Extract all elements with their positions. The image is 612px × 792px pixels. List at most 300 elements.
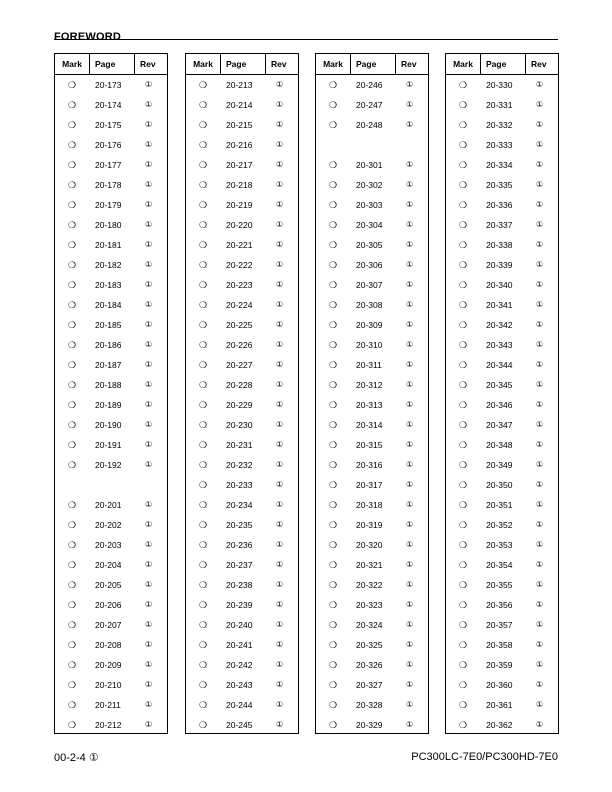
revision-mark-icon: ① — [406, 540, 414, 549]
table-row — [55, 215, 167, 235]
mark-circle-icon: ❍ — [198, 180, 208, 190]
revision-mark-icon: ① — [145, 520, 153, 529]
mark-circle-icon: ❍ — [458, 600, 468, 610]
revision-mark-icon: ① — [536, 700, 544, 709]
revision-mark-icon: ① — [406, 220, 414, 229]
page-number-cell: 20-335 — [486, 180, 513, 190]
table-row — [316, 535, 428, 555]
mark-circle-icon: ❍ — [67, 540, 77, 550]
page-number-cell: 20-311 — [356, 360, 382, 370]
page-number-cell: 20-333 — [486, 140, 513, 150]
mark-circle-icon: ❍ — [67, 600, 77, 610]
page-number-cell: 20-327 — [356, 680, 383, 690]
mark-circle-icon: ❍ — [458, 440, 468, 450]
revision-mark-icon: ① — [406, 400, 414, 409]
revision-mark-icon: ① — [145, 360, 153, 369]
table-row — [55, 595, 167, 615]
revision-mark-icon: ① — [145, 600, 153, 609]
revision-mark-icon: ① — [276, 720, 284, 729]
mark-circle-icon: ❍ — [458, 220, 468, 230]
table-row — [446, 455, 558, 475]
page-number-cell: 20-203 — [95, 540, 122, 550]
mark-circle-icon: ❍ — [67, 360, 77, 370]
table-row — [316, 675, 428, 695]
page-number-cell: 20-341 — [486, 300, 513, 310]
column-header-page: Page — [481, 54, 526, 74]
page-number-cell: 20-356 — [486, 600, 513, 610]
revision-mark-icon: ① — [145, 680, 153, 689]
page-number-cell: 20-181 — [95, 240, 122, 250]
revision-mark-icon: ① — [145, 160, 153, 169]
column-header-rev: Rev — [140, 59, 156, 69]
page-number-cell: 20-191 — [95, 440, 122, 450]
table-row — [186, 295, 298, 315]
column-header-rev: Rev — [531, 59, 547, 69]
table-header-row — [55, 54, 167, 75]
page-number-cell: 20-325 — [356, 640, 383, 650]
table-row — [316, 115, 428, 135]
revision-mark-icon: ① — [536, 280, 544, 289]
revision-mark-icon: ① — [406, 520, 414, 529]
table-row — [55, 75, 167, 95]
revision-mark-icon: ① — [276, 80, 284, 89]
mark-circle-icon: ❍ — [67, 260, 77, 270]
revision-mark-icon: ① — [536, 300, 544, 309]
table-row — [446, 695, 558, 715]
page-number-cell: 20-316 — [356, 460, 383, 470]
mark-circle-icon: ❍ — [458, 360, 468, 370]
page-number-cell: 20-358 — [486, 640, 513, 650]
mark-circle-icon: ❍ — [67, 200, 77, 210]
table-row — [316, 515, 428, 535]
table-row — [186, 515, 298, 535]
page-number-cell: 20-248 — [356, 120, 383, 130]
revision-mark-icon: ① — [406, 320, 414, 329]
mark-circle-icon: ❍ — [198, 280, 208, 290]
table-row — [186, 555, 298, 575]
revision-mark-icon: ① — [145, 80, 153, 89]
mark-circle-icon: ❍ — [198, 660, 208, 670]
revision-mark-icon: ① — [406, 240, 414, 249]
revision-mark-icon: ① — [276, 120, 284, 129]
revision-mark-icon: ① — [145, 380, 153, 389]
mark-circle-icon: ❍ — [198, 480, 208, 490]
page-number-cell: 20-221 — [226, 240, 253, 250]
mark-circle-icon: ❍ — [458, 300, 468, 310]
table-row — [446, 335, 558, 355]
column-header-mark: Mark — [186, 54, 221, 74]
mark-circle-icon: ❍ — [198, 300, 208, 310]
mark-circle-icon: ❍ — [328, 720, 338, 730]
page-number-cell: 20-227 — [226, 360, 253, 370]
table-row — [446, 135, 558, 155]
mark-circle-icon: ❍ — [198, 240, 208, 250]
page-number-cell: 20-240 — [226, 620, 253, 630]
page-number-cell: 20-206 — [95, 600, 122, 610]
page-number-cell: 20-351 — [486, 500, 513, 510]
revision-mark-icon: ① — [145, 640, 153, 649]
table-row — [446, 675, 558, 695]
mark-circle-icon: ❍ — [67, 700, 77, 710]
page-number-cell: 20-247 — [356, 100, 383, 110]
page-number-cell: 20-208 — [95, 640, 122, 650]
table-row — [186, 175, 298, 195]
page-number-cell: 20-187 — [95, 360, 122, 370]
mark-circle-icon: ❍ — [67, 80, 77, 90]
page-number-cell: 20-336 — [486, 200, 513, 210]
revision-mark-icon: ① — [536, 80, 544, 89]
revision-mark-icon: ① — [145, 260, 153, 269]
mark-circle-icon: ❍ — [458, 80, 468, 90]
mark-circle-icon: ❍ — [328, 360, 338, 370]
page-number-cell: 20-317 — [356, 480, 383, 490]
revision-mark-icon: ① — [406, 640, 414, 649]
revision-mark-icon: ① — [145, 720, 153, 729]
mark-circle-icon: ❍ — [328, 180, 338, 190]
mark-circle-icon: ❍ — [198, 200, 208, 210]
table-row — [316, 635, 428, 655]
page-number-cell: 20-244 — [226, 700, 253, 710]
table-row — [186, 415, 298, 435]
table-row — [55, 695, 167, 715]
table-row — [186, 655, 298, 675]
table-row — [316, 295, 428, 315]
mark-circle-icon: ❍ — [458, 120, 468, 130]
page-number-cell: 20-357 — [486, 620, 513, 630]
mark-circle-icon: ❍ — [458, 400, 468, 410]
revision-mark-icon: ① — [276, 260, 284, 269]
mark-circle-icon: ❍ — [328, 220, 338, 230]
page-number-cell: 20-360 — [486, 680, 513, 690]
revision-mark-icon: ① — [406, 600, 414, 609]
revision-mark-icon: ① — [406, 620, 414, 629]
mark-circle-icon: ❍ — [198, 600, 208, 610]
section-title: FOREWORD — [54, 31, 121, 43]
column-header-rev: Rev — [271, 59, 287, 69]
table-row — [316, 215, 428, 235]
mark-circle-icon: ❍ — [198, 120, 208, 130]
table-row — [186, 615, 298, 635]
table-row — [446, 215, 558, 235]
revision-mark-icon: ① — [276, 280, 284, 289]
page-number-cell: 20-205 — [95, 580, 122, 590]
page-number-cell: 20-355 — [486, 580, 513, 590]
revision-mark-icon: ① — [276, 680, 284, 689]
mark-circle-icon: ❍ — [67, 400, 77, 410]
mark-circle-icon: ❍ — [328, 540, 338, 550]
mark-circle-icon: ❍ — [328, 680, 338, 690]
page-number-cell: 20-349 — [486, 460, 513, 470]
page-number-cell: 20-310 — [356, 340, 383, 350]
revision-mark-icon: ① — [406, 720, 414, 729]
page-number-cell: 20-354 — [486, 560, 513, 570]
mark-circle-icon: ❍ — [198, 620, 208, 630]
page-number-cell: 20-352 — [486, 520, 513, 530]
table-row — [186, 335, 298, 355]
mark-circle-icon: ❍ — [328, 120, 338, 130]
revision-mark-icon: ① — [536, 520, 544, 529]
page-number-cell: 20-348 — [486, 440, 513, 450]
table-row — [186, 75, 298, 95]
page-number-cell: 20-324 — [356, 620, 383, 630]
revision-mark-icon: ① — [145, 400, 153, 409]
revision-mark-icon: ① — [536, 480, 544, 489]
page-number-cell: 20-322 — [356, 580, 383, 590]
page-number-cell: 20-183 — [95, 280, 122, 290]
table-row — [186, 315, 298, 335]
table-row — [55, 535, 167, 555]
page-number-cell: 20-231 — [226, 440, 253, 450]
page-number-cell: 20-314 — [356, 420, 383, 430]
page-number-cell: 20-185 — [95, 320, 122, 330]
revision-mark-icon: ① — [536, 140, 544, 149]
page-number-cell: 20-241 — [226, 640, 253, 650]
page-number-cell: 20-211 — [95, 700, 121, 710]
mark-circle-icon: ❍ — [458, 560, 468, 570]
table-row — [446, 95, 558, 115]
page-number-cell: 20-233 — [226, 480, 253, 490]
page-number-cell: 20-332 — [486, 120, 513, 130]
page-number-cell: 20-340 — [486, 280, 513, 290]
revision-mark-icon: ① — [276, 160, 284, 169]
table-row — [446, 155, 558, 175]
page-number-cell: 20-243 — [226, 680, 253, 690]
table-row — [316, 375, 428, 395]
revision-mark-icon: ① — [406, 460, 414, 469]
revision-mark-icon: ① — [406, 700, 414, 709]
table-row — [316, 255, 428, 275]
page-number-cell: 20-201 — [95, 500, 122, 510]
mark-circle-icon: ❍ — [67, 560, 77, 570]
mark-circle-icon: ❍ — [458, 540, 468, 550]
mark-circle-icon: ❍ — [458, 720, 468, 730]
page-number-cell: 20-174 — [95, 100, 122, 110]
table-row — [186, 215, 298, 235]
table-row — [446, 315, 558, 335]
page-number-cell: 20-232 — [226, 460, 253, 470]
mark-circle-icon: ❍ — [458, 180, 468, 190]
page-number-cell: 20-224 — [226, 300, 253, 310]
page-number-cell: 20-339 — [486, 260, 513, 270]
page-number-cell: 20-347 — [486, 420, 513, 430]
page-number-cell: 20-301 — [356, 160, 383, 170]
page-number-cell: 20-235 — [226, 520, 253, 530]
mark-circle-icon: ❍ — [458, 520, 468, 530]
table-row — [55, 95, 167, 115]
mark-circle-icon: ❍ — [198, 220, 208, 230]
mark-circle-icon: ❍ — [328, 260, 338, 270]
page-number-cell: 20-210 — [95, 680, 122, 690]
column-header-mark: Mark — [446, 54, 481, 74]
mark-circle-icon: ❍ — [198, 640, 208, 650]
mark-circle-icon: ❍ — [198, 260, 208, 270]
page-number-cell: 20-213 — [226, 80, 253, 90]
revision-mark-icon: ① — [145, 560, 153, 569]
revision-mark-icon: ① — [145, 200, 153, 209]
mark-circle-icon: ❍ — [67, 660, 77, 670]
revision-mark-icon: ① — [406, 200, 414, 209]
page-number-cell: 20-238 — [226, 580, 253, 590]
page-number-cell: 20-304 — [356, 220, 383, 230]
revision-mark-icon: ① — [145, 460, 153, 469]
revision-mark-icon: ① — [536, 120, 544, 129]
table-row — [446, 355, 558, 375]
revision-mark-icon: ① — [406, 160, 414, 169]
page-number-cell: 20-217 — [226, 160, 253, 170]
table-row — [55, 715, 167, 735]
mark-circle-icon: ❍ — [198, 520, 208, 530]
table-row — [55, 375, 167, 395]
page-number-cell: 20-344 — [486, 360, 513, 370]
table-row — [446, 75, 558, 95]
mark-circle-icon: ❍ — [458, 100, 468, 110]
revision-mark-icon: ① — [536, 600, 544, 609]
table-row — [446, 595, 558, 615]
mark-circle-icon: ❍ — [458, 320, 468, 330]
revision-mark-icon: ① — [276, 520, 284, 529]
revision-mark-icon: ① — [536, 620, 544, 629]
mark-circle-icon: ❍ — [328, 440, 338, 450]
table-row — [316, 95, 428, 115]
revision-mark-icon: ① — [536, 440, 544, 449]
page-number-cell: 20-177 — [95, 160, 122, 170]
revision-mark-icon: ① — [276, 640, 284, 649]
table-row — [186, 675, 298, 695]
page-number-cell: 20-331 — [486, 100, 513, 110]
table-row — [446, 175, 558, 195]
table-row — [55, 615, 167, 635]
revision-mark-icon: ① — [536, 680, 544, 689]
mark-circle-icon: ❍ — [198, 100, 208, 110]
page-number-cell: 20-313 — [356, 400, 383, 410]
revision-mark-icon: ① — [406, 120, 414, 129]
mark-circle-icon: ❍ — [198, 720, 208, 730]
mark-circle-icon: ❍ — [67, 160, 77, 170]
revision-mark-icon: ① — [276, 540, 284, 549]
table-row — [316, 555, 428, 575]
table-row — [55, 255, 167, 275]
revision-mark-icon: ① — [406, 440, 414, 449]
revision-mark-icon: ① — [276, 580, 284, 589]
page-number-cell: 20-303 — [356, 200, 383, 210]
revision-mark-icon: ① — [536, 160, 544, 169]
table-row — [316, 415, 428, 435]
table-row — [55, 575, 167, 595]
mark-circle-icon: ❍ — [198, 160, 208, 170]
page-number-cell: 20-204 — [95, 560, 122, 570]
table-row — [446, 115, 558, 135]
mark-circle-icon: ❍ — [458, 160, 468, 170]
table-row — [316, 135, 428, 155]
mark-circle-icon: ❍ — [328, 400, 338, 410]
table-row — [446, 575, 558, 595]
table-row — [446, 715, 558, 735]
footer-page-number: 00-2-4 ① — [54, 752, 99, 764]
table-row — [316, 455, 428, 475]
page-number-cell: 20-234 — [226, 500, 253, 510]
revision-mark-icon: ① — [406, 420, 414, 429]
page-number-cell: 20-315 — [356, 440, 383, 450]
table-row — [186, 455, 298, 475]
page-number-cell: 20-307 — [356, 280, 383, 290]
table-row — [55, 315, 167, 335]
revision-mark-icon: ① — [145, 180, 153, 189]
revision-mark-icon: ① — [145, 620, 153, 629]
page-number-cell: 20-361 — [486, 700, 513, 710]
page-number-cell: 20-334 — [486, 160, 513, 170]
revision-mark-icon: ① — [276, 420, 284, 429]
mark-circle-icon: ❍ — [458, 200, 468, 210]
revision-mark-icon: ① — [536, 460, 544, 469]
page-number-cell: 20-182 — [95, 260, 122, 270]
table-header-row — [446, 54, 558, 75]
revision-mark-icon: ① — [276, 600, 284, 609]
table-header-row — [186, 54, 298, 75]
mark-circle-icon: ❍ — [328, 100, 338, 110]
revision-mark-icon: ① — [145, 420, 153, 429]
mark-circle-icon: ❍ — [458, 240, 468, 250]
revision-mark-icon: ① — [145, 660, 153, 669]
table-row — [316, 715, 428, 735]
table-row — [316, 235, 428, 255]
column-header-mark: Mark — [316, 54, 351, 74]
table-row — [186, 275, 298, 295]
table-row — [316, 575, 428, 595]
page-number-cell: 20-229 — [226, 400, 253, 410]
revision-mark-icon: ① — [276, 220, 284, 229]
revision-mark-icon: ① — [145, 300, 153, 309]
table-row — [55, 515, 167, 535]
mark-circle-icon: ❍ — [198, 320, 208, 330]
mark-circle-icon: ❍ — [328, 160, 338, 170]
mark-circle-icon: ❍ — [328, 300, 338, 310]
table-row — [186, 375, 298, 395]
mark-circle-icon: ❍ — [67, 240, 77, 250]
revision-mark-icon: ① — [536, 360, 544, 369]
revision-table — [185, 53, 299, 734]
table-row — [446, 475, 558, 495]
mark-circle-icon: ❍ — [67, 100, 77, 110]
page-number-cell: 20-302 — [356, 180, 383, 190]
column-header-rev: Rev — [401, 59, 417, 69]
mark-circle-icon: ❍ — [328, 640, 338, 650]
table-row — [446, 635, 558, 655]
mark-circle-icon: ❍ — [67, 520, 77, 530]
revision-mark-icon: ① — [406, 480, 414, 489]
revision-mark-icon: ① — [276, 360, 284, 369]
revision-mark-icon: ① — [145, 700, 153, 709]
revision-mark-icon: ① — [276, 240, 284, 249]
table-row — [316, 275, 428, 295]
mark-circle-icon: ❍ — [198, 140, 208, 150]
table-row — [186, 475, 298, 495]
mark-circle-icon: ❍ — [198, 680, 208, 690]
revision-mark-icon: ① — [276, 660, 284, 669]
table-row — [186, 115, 298, 135]
revision-mark-icon: ① — [536, 560, 544, 569]
revision-mark-icon: ① — [536, 500, 544, 509]
page-number-cell: 20-202 — [95, 520, 122, 530]
page-number-cell: 20-173 — [95, 80, 122, 90]
revision-mark-icon: ① — [406, 80, 414, 89]
revision-mark-icon: ① — [276, 440, 284, 449]
page-number-cell: 20-306 — [356, 260, 383, 270]
revision-mark-icon: ① — [276, 100, 284, 109]
column-header-page: Page — [90, 54, 135, 74]
table-row — [186, 595, 298, 615]
table-row — [55, 455, 167, 475]
table-row — [55, 655, 167, 675]
